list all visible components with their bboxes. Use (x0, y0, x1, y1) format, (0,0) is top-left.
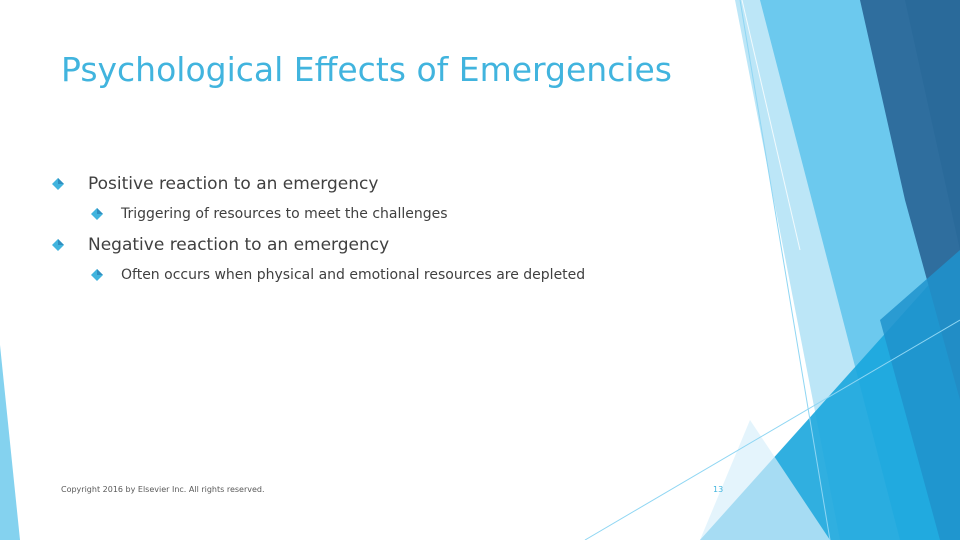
bullet-text: Triggering of resources to meet the challenges (121, 206, 448, 222)
bullet-text: Often occurs when physical and emotional resources are depleted (121, 267, 586, 283)
diamond-arrow-icon (51, 238, 65, 252)
diamond-arrow-icon (51, 177, 65, 191)
page-number: 13 (713, 485, 724, 494)
bullet-text: Negative reaction to an emergency (88, 235, 390, 255)
diamond-arrow-icon (90, 207, 104, 221)
bullet-item-level-1 (51, 235, 389, 255)
bullet-item-level-1 (51, 174, 378, 194)
bullet-item-level-2 (90, 206, 448, 222)
bullet-text: Positive reaction to an emergency (88, 174, 379, 194)
bullet-item-level-2 (90, 267, 585, 283)
diamond-arrow-icon (90, 268, 104, 282)
left-edge-shape (0, 345, 20, 540)
footer-copyright: Copyright 2016 by Elsevier Inc. All rights reserved. (61, 485, 265, 494)
slide-title: Psychological Effects of Emergencies (61, 50, 672, 89)
